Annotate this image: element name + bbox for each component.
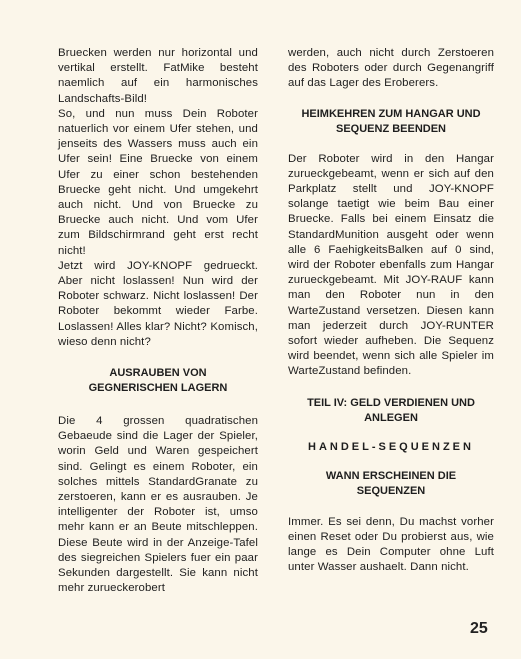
heading-heimkehren: HEIMKEHREN ZUM HANGAR UND SEQUENZ BEENDEN: [301, 107, 481, 135]
paragraph-joy-button: Jetzt wird JOY-KNOPF gedrueckt. Aber nicht loslassen! Nun wird der Roboter schwarz. Nicht loslassen! Der Roboter bekommt wieder Farbe. Loslassen! Alles klar? Nicht? Komisch, wieso denn nicht?: [58, 259, 258, 348]
paragraph-hangar: Der Roboter wird in den Hangar zurueckgebeamt, wenn er sich auf den Parkplatz stellt und JOY-KNOPF solange taetigt wie beim Bau einer Bruecke. Falls bei einem Einsatz die StandardMunition ausgeht oder wenn alle 6 FaehigkeitsBalken auf 0 sind, wird der Roboter ebenfalls zum Hangar zurueckgebeamt. Mit JOY-RAUF kann man den Roboter nun in den WarteZustand versetzen. Diesen kann man jederzeit durch JOY-RUNTER sofort wieder aufheben. Die Sequenz wird beendet, wenn sich alle Spieler im WarteZustand befinden.: [288, 152, 494, 378]
heading-handel-sequenzen: HANDEL-SEQUENZEN: [308, 440, 474, 453]
paragraph-bridge-direction: Bruecken werden nur horizontal und vertikal erstellt. FatMike besteht naemlich auf ein harmonisches Landschafts-Bild!: [58, 47, 258, 105]
left-column: [58, 46, 258, 597]
heading-ausrauben: AUSRAUBEN VON GEGNERISCHEN LAGERN: [88, 367, 228, 395]
heading-wann-erscheinen: WANN ERSCHEINEN DIE SEQUENZEN: [325, 469, 457, 497]
heading-teil-iv: TEIL IV: GELD VERDIENEN UND ANLEGEN: [307, 396, 475, 424]
right-column: [288, 46, 494, 575]
paragraph-lager: Die 4 grossen quadratischen Gebaeude sind die Lager der Spieler, worin Geld und Waren gespeichert sind. Gelingt es einem Roboter, ein solches mittels StandardGranate zu zerstoeren, kann er es ausrauben. Je intelligenter der Roboter ist, umso mehr kann er an Beute mitschleppen. Diese Beute wird in der Anzeige-Tafel des siegreichen Spielers fuer ein paar Sekunden dargestellt. Sie kann nicht mehr zurueckerobert: [58, 415, 258, 595]
paragraph-bridge-rules: So, und nun muss Dein Roboter natuerlich vor einem Ufer stehen, und jenseits des Wassers muss auch ein Ufer sein! Eine Bruecke von einem Ufer zu einer schon bestehenden Bruecke geht nicht. Und umgekehrt auch nicht. Und von Bruecke zu Bruecke auch nicht. Und vom Ufer zum Bildschirmrand geht erst recht nicht!: [58, 107, 258, 257]
page-number: 25: [470, 620, 488, 637]
paragraph-immer: Immer. Es sei denn, Du machst vorher einen Reset oder Du probierst aus, wie lange es Dein Computer ohne Luft unter Wasser aushaelt. Dann nicht.: [288, 515, 494, 574]
paragraph-continuation: werden, auch nicht durch Zerstoeren des Roboters oder durch Gegenangriff auf das Lager des Eroberers.: [288, 47, 494, 90]
